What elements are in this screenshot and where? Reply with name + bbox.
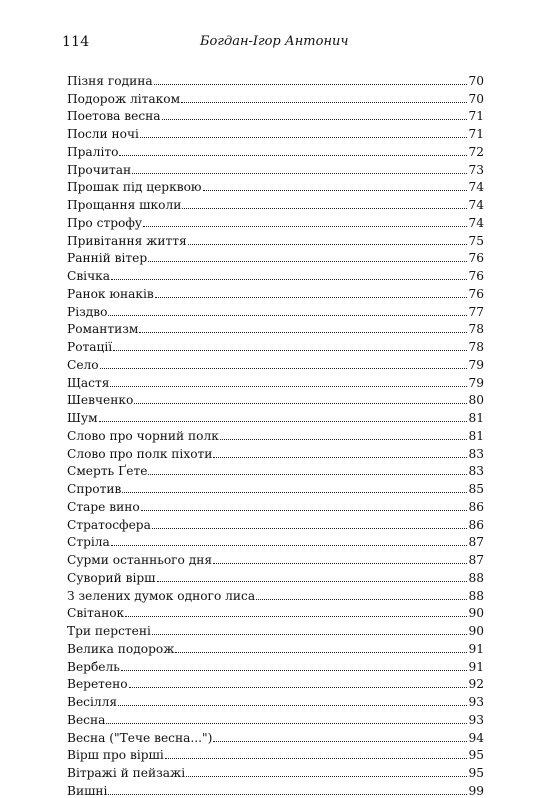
toc-entry-page: 90 — [468, 624, 484, 638]
toc-entry-page: 75 — [468, 233, 484, 248]
toc-entry-page: 88 — [468, 588, 484, 603]
toc-entry-page: 85 — [468, 482, 484, 496]
toc-entry-title: Вишні — [67, 783, 108, 798]
dot-leader — [213, 741, 467, 742]
toc-entry-page: 87 — [468, 553, 484, 567]
toc-entry-page: 78 — [468, 322, 484, 337]
toc-entry — [67, 656, 484, 674]
toc-entry-title: Праліто — [67, 144, 119, 159]
toc-entry-page: 91 — [468, 659, 484, 674]
dot-leader — [148, 261, 467, 262]
toc-entry — [67, 674, 484, 692]
dot-leader — [157, 581, 468, 582]
dot-leader — [134, 403, 467, 404]
dot-leader — [121, 670, 468, 671]
toc-entry-page: 86 — [468, 517, 484, 532]
toc-entry-page: 99 — [468, 783, 484, 798]
dot-leader — [203, 190, 468, 191]
toc-entry-title: Стратосфера — [67, 517, 151, 532]
toc-entry — [67, 407, 484, 425]
toc-entry — [67, 496, 484, 514]
toc-entry-title: Вітражі й пейзажі — [67, 766, 186, 780]
toc-entry-title: Стріла — [67, 535, 110, 550]
dot-leader — [125, 616, 467, 617]
toc-entry — [67, 141, 484, 159]
toc-entry-title: Слово про чорний полк — [67, 428, 219, 443]
page-header — [62, 34, 482, 54]
running-title: Богдан-Ігор Антонич — [200, 34, 349, 49]
dot-leader — [111, 545, 468, 546]
toc-entry — [67, 727, 484, 745]
toc-entry-page: 87 — [468, 535, 484, 550]
toc-entry-title: Різдво — [67, 304, 108, 319]
toc-entry — [67, 549, 484, 567]
toc-entry-page: 71 — [468, 127, 484, 141]
toc-entry-title: Весілля — [67, 695, 118, 709]
toc-entry — [67, 585, 484, 603]
dot-leader — [213, 457, 467, 458]
dot-leader — [118, 705, 467, 706]
dot-leader — [129, 687, 468, 688]
toc-entry — [67, 780, 484, 798]
toc-entry — [67, 336, 484, 354]
toc-entry — [67, 620, 484, 638]
toc-entry-title: Свічка — [67, 269, 111, 283]
toc-entry-page: 72 — [468, 144, 484, 159]
toc-entry — [67, 762, 484, 780]
dot-leader — [140, 137, 468, 138]
toc-entry-title: Посли ночі — [67, 127, 139, 141]
dot-leader — [148, 474, 467, 475]
toc-entry-title: Поетова весна — [67, 109, 161, 124]
toc-entry — [67, 106, 484, 124]
dot-leader — [175, 652, 467, 653]
dot-leader — [181, 102, 467, 103]
toc-entry — [67, 390, 484, 408]
dot-leader — [108, 315, 467, 316]
toc-entry — [67, 354, 484, 372]
toc-entry-title: Подорож літаком — [67, 91, 181, 106]
toc-entry-title: Три перстені — [67, 624, 151, 638]
toc-entry-title: Шевченко — [67, 393, 134, 408]
toc-entry — [67, 265, 484, 283]
toc-entry — [67, 283, 484, 301]
toc-entry-title: Старе вино — [67, 499, 140, 514]
dot-leader — [213, 563, 467, 564]
toc-entry — [67, 372, 484, 390]
toc-entry-page: 74 — [468, 180, 484, 195]
dot-leader — [119, 155, 467, 156]
toc-entry-page: 74 — [468, 198, 484, 212]
toc-entry — [67, 248, 484, 266]
dot-leader — [165, 758, 468, 759]
toc-entry-title: Прошак під церквою — [67, 180, 202, 195]
toc-entry-title: Пізня година — [67, 73, 153, 88]
toc-entry-title: Привітання життя — [67, 233, 187, 248]
dot-leader — [162, 119, 468, 120]
table-of-contents — [67, 70, 484, 798]
toc-entry-title: З зелених думок одного лиса — [67, 588, 256, 603]
dot-leader — [155, 297, 468, 298]
toc-entry-title: Вербель — [67, 659, 120, 674]
toc-entry-page: 88 — [468, 570, 484, 585]
dot-leader — [110, 386, 467, 387]
dot-leader — [182, 208, 467, 209]
toc-entry — [67, 194, 484, 212]
toc-entry-title: Щастя — [67, 375, 110, 390]
toc-entry-page: 91 — [468, 641, 484, 656]
toc-entry — [67, 532, 484, 550]
dot-leader — [113, 350, 467, 351]
toc-entry-title: Ранок юнаків — [67, 286, 154, 301]
toc-entry — [67, 691, 484, 709]
dot-leader — [186, 776, 467, 777]
toc-entry — [67, 461, 484, 479]
toc-entry-page: 95 — [468, 766, 484, 780]
toc-entry — [67, 745, 484, 763]
toc-entry-title: Ротації — [67, 340, 113, 354]
toc-entry — [67, 319, 484, 337]
toc-entry-page: 73 — [468, 162, 484, 177]
toc-entry-title: Суворий вірш — [67, 570, 156, 585]
dot-leader — [256, 599, 467, 600]
toc-entry-page: 81 — [468, 411, 484, 425]
toc-entry-title: Слово про полк піхоти — [67, 446, 213, 461]
toc-entry — [67, 514, 484, 532]
toc-entry-title: Велика подорож — [67, 641, 175, 656]
toc-entry — [67, 478, 484, 496]
dot-leader — [100, 368, 468, 369]
dot-leader — [154, 84, 468, 85]
toc-entry-page: 79 — [468, 375, 484, 390]
toc-entry-page: 74 — [468, 215, 484, 230]
toc-entry-page: 78 — [468, 340, 484, 354]
toc-entry-page: 79 — [468, 357, 484, 372]
toc-entry-title: Світанок — [67, 606, 125, 621]
toc-entry-title: Прощання школи — [67, 198, 182, 212]
dot-leader — [108, 794, 467, 795]
toc-entry-page: 86 — [468, 499, 484, 514]
dot-leader — [152, 634, 468, 635]
dot-leader — [99, 421, 468, 422]
toc-entry — [67, 301, 484, 319]
dot-leader — [141, 510, 468, 511]
toc-entry-page: 92 — [468, 677, 484, 692]
toc-entry-page: 70 — [468, 91, 484, 106]
toc-entry-page: 93 — [468, 695, 484, 709]
toc-entry-page: 76 — [468, 286, 484, 301]
toc-entry — [67, 709, 484, 727]
dot-leader — [143, 226, 467, 227]
dot-leader — [106, 723, 467, 724]
toc-entry-title: Веретено — [67, 677, 128, 692]
dot-leader — [220, 439, 468, 440]
toc-entry-page: 81 — [468, 428, 484, 443]
toc-entry-title: Село — [67, 357, 99, 372]
toc-entry-title: Вірш про вірші — [67, 748, 164, 763]
toc-entry — [67, 603, 484, 621]
toc-entry-page: 83 — [468, 464, 484, 479]
toc-entry-page: 71 — [468, 109, 484, 124]
toc-entry-page: 76 — [468, 251, 484, 266]
toc-entry-page: 70 — [468, 73, 484, 88]
toc-entry-title: Весна — [67, 712, 106, 727]
toc-entry-page: 95 — [468, 748, 484, 763]
toc-entry — [67, 177, 484, 195]
toc-entry — [67, 159, 484, 177]
dot-leader — [111, 279, 467, 280]
toc-entry-page: 76 — [468, 269, 484, 283]
dot-leader — [188, 244, 468, 245]
toc-entry — [67, 123, 484, 141]
toc-entry-page: 94 — [468, 730, 484, 745]
dot-leader — [152, 528, 468, 529]
toc-entry — [67, 425, 484, 443]
toc-entry-title: Прочитан — [67, 162, 132, 177]
toc-entry — [67, 638, 484, 656]
toc-entry-title: Весна ("Тече весна...") — [67, 730, 213, 745]
toc-entry-title: Про строфу — [67, 215, 143, 230]
toc-entry — [67, 230, 484, 248]
toc-entry — [67, 443, 484, 461]
dot-leader — [139, 332, 467, 333]
toc-entry — [67, 567, 484, 585]
toc-entry-title: Шум — [67, 411, 98, 425]
toc-entry-page: 93 — [468, 712, 484, 727]
toc-entry-page: 83 — [468, 446, 484, 461]
toc-entry-page: 80 — [468, 393, 484, 408]
page-number: 114 — [62, 34, 90, 50]
toc-entry — [67, 88, 484, 106]
dot-leader — [122, 492, 467, 493]
toc-entry-title: Ранній вітер — [67, 251, 148, 266]
toc-entry-title: Спротив — [67, 482, 122, 496]
toc-entry-page: 77 — [468, 304, 484, 319]
dot-leader — [132, 173, 467, 174]
toc-entry-title: Романтизм — [67, 322, 139, 337]
toc-entry-title: Сурми останнього дня — [67, 553, 213, 567]
toc-entry — [67, 212, 484, 230]
toc-entry-page: 90 — [468, 606, 484, 621]
toc-entry-title: Смерть Ґете — [67, 464, 148, 479]
toc-entry — [67, 70, 484, 88]
